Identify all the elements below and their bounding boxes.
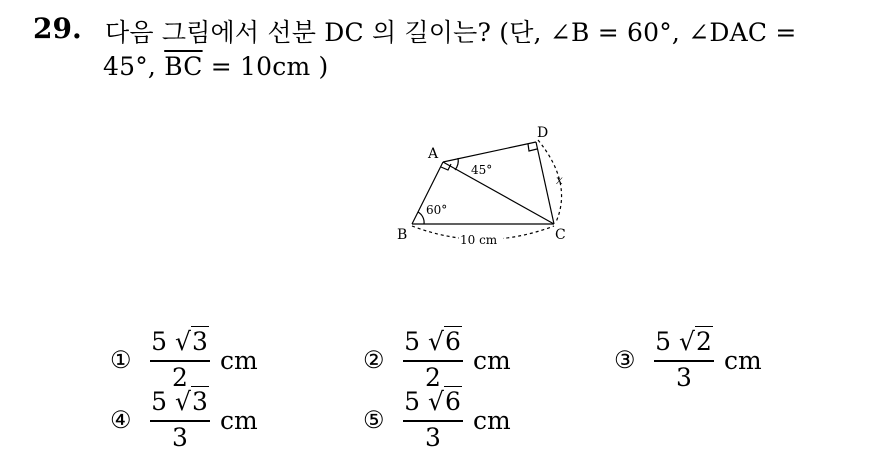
choice-3-radicand: 2: [695, 327, 712, 356]
label-c: C: [555, 227, 566, 243]
choice-5-unit: cm: [473, 406, 511, 435]
choice-4-coef: 5: [151, 387, 168, 416]
right-angle-mark-d: [528, 144, 537, 151]
choice-1-unit: cm: [220, 346, 258, 375]
choice-1-mark: ①: [110, 346, 132, 374]
label-a: A: [428, 146, 439, 162]
choice-1-radicand: 3: [191, 327, 208, 356]
label-bc: 10 cm: [460, 233, 498, 247]
given-angle: 45°,: [103, 52, 165, 81]
segment-ad: [443, 142, 536, 162]
choice-2-radicand: 6: [444, 327, 461, 356]
label-angle-b: 60°: [426, 203, 448, 217]
choice-2-unit: cm: [473, 346, 511, 375]
choice-2-den: 2: [425, 362, 441, 392]
choice-4-den: 3: [172, 422, 188, 452]
segment-dc: [536, 142, 554, 224]
given-length: = 10cm ): [202, 52, 329, 81]
choice-4-fraction: 5 √3 3: [150, 386, 210, 454]
choice-3-coef: 5: [655, 327, 672, 356]
choice-5-coef: 5: [404, 387, 421, 416]
question-text-line2: [103, 52, 328, 81]
right-angle-mark-a: [441, 164, 451, 170]
choice-4-radicand: 3: [191, 387, 208, 416]
choice-2-coef: 5: [404, 327, 421, 356]
choice-5-radicand: 6: [444, 387, 461, 416]
segment-ac: [443, 162, 554, 224]
choice-3-den: 3: [676, 362, 692, 392]
segment-bc-overline: $\overline{BC}$: [164, 52, 203, 81]
choice-1-coef: 5: [151, 327, 168, 356]
choice-3-mark: ③: [614, 346, 636, 374]
label-x: x: [556, 173, 563, 187]
label-b: B: [397, 227, 408, 243]
choice-1-den: 2: [172, 362, 188, 392]
choice-1-fraction: 5 √3 2: [150, 326, 210, 394]
choice-2-fraction: 5 √6 2: [403, 326, 463, 394]
label-angle-a: 45°: [471, 163, 493, 177]
label-d: D: [537, 125, 549, 141]
question-text-line1: 다음 그림에서 선분 DC 의 길이는? (단, ∠B = 60°, ∠DAC =: [105, 18, 797, 47]
choice-4-unit: cm: [220, 406, 258, 435]
angle-arc-b: [418, 212, 424, 224]
question-number: 29.: [33, 12, 82, 45]
choice-2-mark: ②: [363, 346, 385, 374]
choice-5-den: 3: [425, 422, 441, 452]
choice-3-unit: cm: [724, 346, 762, 375]
choice-5-fraction: 5 √6 3: [403, 386, 463, 454]
choice-4-mark: ④: [110, 406, 132, 434]
geometry-figure: [388, 118, 588, 250]
choice-3-fraction: 5 √2 3: [654, 326, 714, 394]
choice-5-mark: ⑤: [363, 406, 385, 434]
